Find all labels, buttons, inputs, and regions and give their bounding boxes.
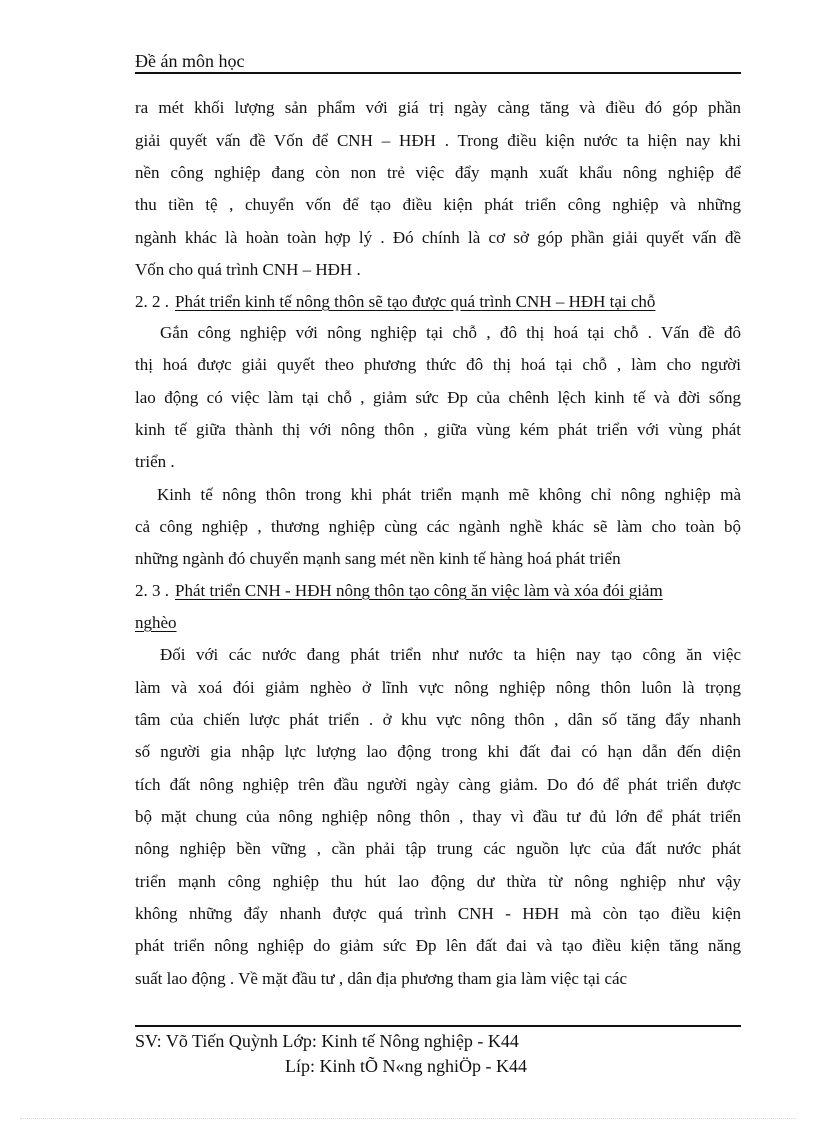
section-title: Phát triển kinh tế nông thôn sẽ tạo được quá trình CNH – HĐH tại chỗ bbox=[175, 292, 656, 311]
body-line: kinh tế giữa thành thị với nông thôn , giữa vùng kém phát triển với vùng phát bbox=[135, 420, 741, 439]
body-line: Kinh tế nông thôn trong khi phát triển mạnh mẽ không chỉ nông nghiệp mà bbox=[157, 485, 741, 504]
footer-student-line: SV: Võ Tiến Quỳnh Lớp: Kinh tế Nông nghiệp - K44 bbox=[135, 1031, 519, 1051]
body-line: Đối với các nước đang phát triển như nước ta hiện nay tạo công ăn việc bbox=[160, 645, 741, 664]
section-heading-2-3 bbox=[135, 578, 741, 604]
body-line: thị hoá được giải quyết theo phương thức đô thị hoá tại chỗ , làm cho người bbox=[135, 355, 741, 374]
body-line: cả công nghiệp , thương nghiệp cùng các ngành nghề khác sẽ làm cho toàn bộ bbox=[135, 517, 741, 536]
body-line: Vốn cho quá trình CNH – HĐH . bbox=[135, 260, 361, 279]
footer-divider bbox=[135, 1025, 741, 1027]
body-line: làm và xoá đói giảm nghèo ở lĩnh vực nông nghiệp nông thôn luôn là trọng bbox=[135, 678, 741, 697]
body-line: triển mạnh công nghiệp thu hút lao động dư thừa từ nông nghiệp như vậy bbox=[135, 872, 741, 891]
section-title-continued: nghèo bbox=[135, 613, 177, 632]
body-line: ra mét khối lượng sản phẩm với giá trị ngày càng tăng và điều đó góp phần bbox=[135, 98, 741, 117]
body-line: không những đẩy nhanh được quá trình CNH - HĐH mà còn tạo điều kiện bbox=[135, 904, 741, 923]
body-line: số người gia nhập lực lượng lao động trong khi đất đai có hạn dẫn đến diện bbox=[135, 742, 741, 761]
body-line: nền công nghiệp đang còn non trẻ việc đẩy mạnh xuất khẩu nông nghiệp để bbox=[135, 163, 741, 182]
body-line: giải quyết vấn đề Vốn để CNH – HĐH . Trong điều kiện nước ta hiện nay khi bbox=[135, 131, 741, 150]
body-line: tích đất nông nghiệp trên đầu người ngày càng giảm. Do đó để phát triển được bbox=[135, 775, 741, 794]
page-header-title: Đề án môn học bbox=[135, 51, 245, 71]
body-line: nông nghiệp bền vững , cần phải tập trung các nguồn lực của đất nước phát bbox=[135, 839, 741, 858]
page-bottom-dotted-border bbox=[20, 1118, 796, 1119]
body-line: ngành khác là hoàn toàn hợp lý . Đó chính là cơ sở góp phần giải quyết vấn đề bbox=[135, 228, 741, 247]
section-heading-2-2 bbox=[135, 289, 741, 315]
body-line: thu tiền tệ , chuyển vốn để tạo điều kiện phát triển công nghiệp và những bbox=[135, 195, 741, 214]
body-line: phát triển nông nghiệp do giảm sức Ðp lên đất đai và tạo điều kiện tăng năng bbox=[135, 936, 741, 955]
body-line: lao động có việc làm tại chỗ , giảm sức Ðp của chênh lệch kinh tế và đời sống bbox=[135, 388, 741, 407]
section-title: Phát triển CNH - HĐH nông thôn tạo công ăn việc làm và xóa đói giảm bbox=[175, 581, 663, 600]
body-line: triển . bbox=[135, 452, 175, 471]
body-line: những ngành đó chuyển mạnh sang mét nền kinh tế hàng hoá phát triển bbox=[135, 549, 621, 568]
footer-class-line: Líp: Kinh tÕ N«ng nghiÖp - K44 bbox=[285, 1056, 527, 1076]
body-line: suất lao động . Về mặt đầu tư , dân địa phương tham gia làm việc tại các bbox=[135, 969, 628, 988]
body-line: tâm của chiến lược phát triển . ở khu vực nông thôn , dân số tăng đẩy nhanh bbox=[135, 710, 741, 729]
section-number: 2. 3 . bbox=[135, 581, 169, 600]
section-heading-2-3-continued bbox=[135, 610, 741, 636]
body-line: Gắn công nghiệp với nông nghiệp tại chỗ , đô thị hoá tại chỗ . Vấn đề đô bbox=[160, 323, 741, 342]
section-number: 2. 2 . bbox=[135, 292, 169, 311]
body-line: bộ mặt chung của nông nghiệp nông thôn , thay vì đầu tư đủ lớn để phát triển bbox=[135, 807, 741, 826]
header-divider bbox=[135, 72, 741, 74]
